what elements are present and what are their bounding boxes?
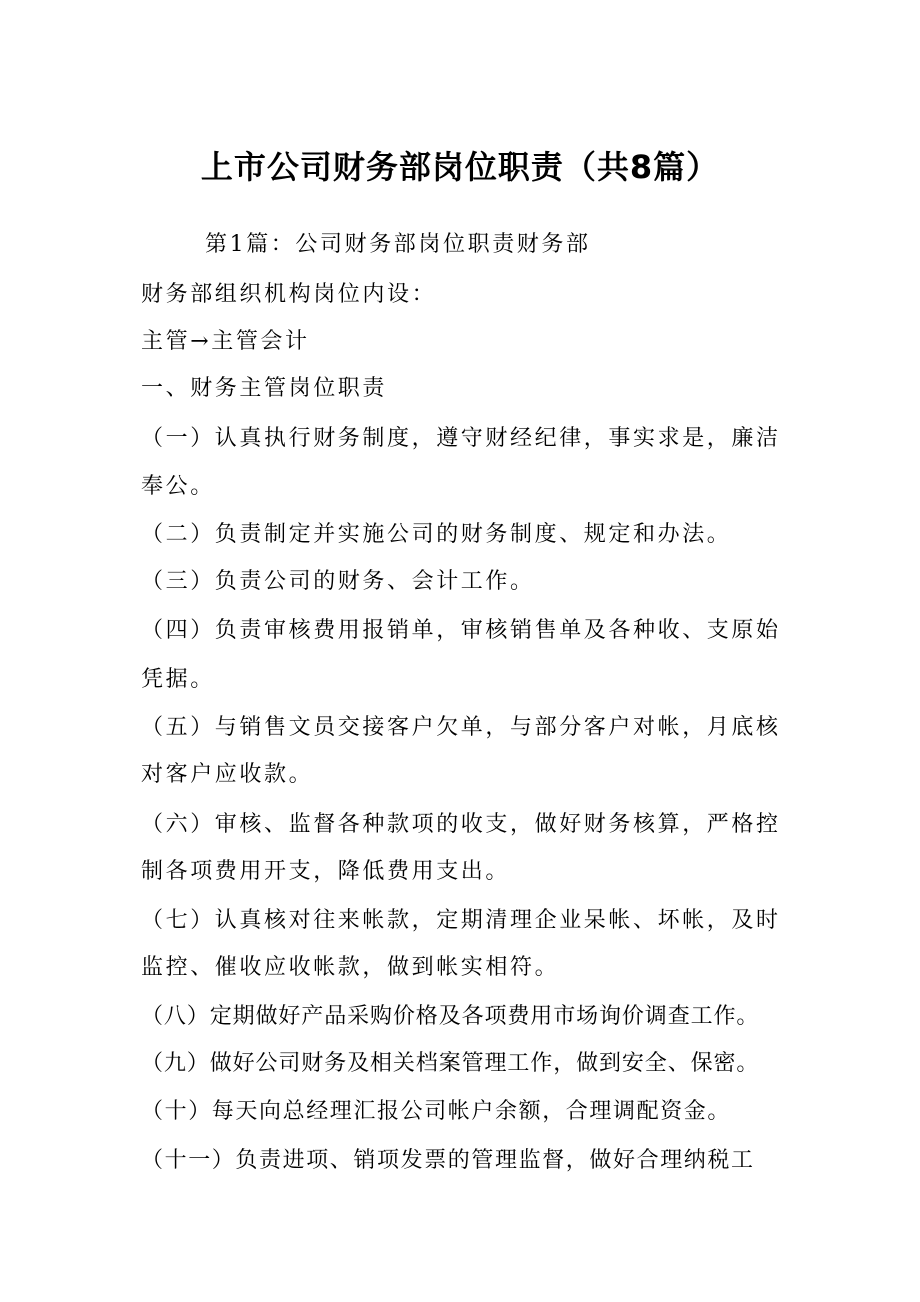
paragraph-line: （一）认真执行财务制度，遵守财经纪律，事实求是，廉洁: [141, 426, 781, 451]
paragraph-line: 对客户应收款。: [141, 762, 314, 787]
paragraph-line: 监控、催收应收帐款，做到帐实相符。: [141, 955, 560, 980]
document-title: 上市公司财务部岗位职责（共8篇）: [200, 148, 720, 186]
paragraph-line: （十）每天向总经理汇报公司帐户余额，合理调配资金。: [141, 1099, 732, 1124]
paragraph-line: （二）负责制定并实施公司的财务制度、规定和办法。: [141, 522, 732, 547]
paragraph-line: 主管→主管会计: [141, 329, 310, 354]
paragraph-line: 制各项费用开支，降低费用支出。: [141, 859, 511, 884]
paragraph-line: （八）定期做好产品采购价格及各项费用市场询价调查工作。: [141, 1004, 760, 1029]
paragraph-line: 凭据。: [141, 667, 215, 692]
paragraph-line: （五）与销售文员交接客户欠单，与部分客户对帐，月底核: [141, 715, 781, 740]
section-heading-1: 第1篇：公司财务部岗位职责财务部: [205, 232, 591, 257]
paragraph-line: 一、财务主管岗位职责: [141, 376, 388, 401]
paragraph-line: （十一）负责进项、销项发票的管理监督，做好合理纳税工: [141, 1148, 755, 1173]
paragraph-line: 奉公。: [141, 474, 215, 499]
paragraph-line: （九）做好公司财务及相关档案管理工作，做到安全、保密。: [141, 1051, 760, 1076]
paragraph-line: （六）审核、监督各种款项的收支，做好财务核算，严格控: [141, 812, 781, 837]
paragraph-line: （四）负责审核费用报销单，审核销售单及各种收、支原始: [141, 618, 781, 643]
paragraph-line: 财务部组织机构岗位内设：: [141, 282, 437, 307]
paragraph-line: （七）认真核对往来帐款，定期清理企业呆帐、坏帐，及时: [141, 908, 781, 933]
paragraph-line: （三）负责公司的财务、会计工作。: [141, 569, 535, 594]
